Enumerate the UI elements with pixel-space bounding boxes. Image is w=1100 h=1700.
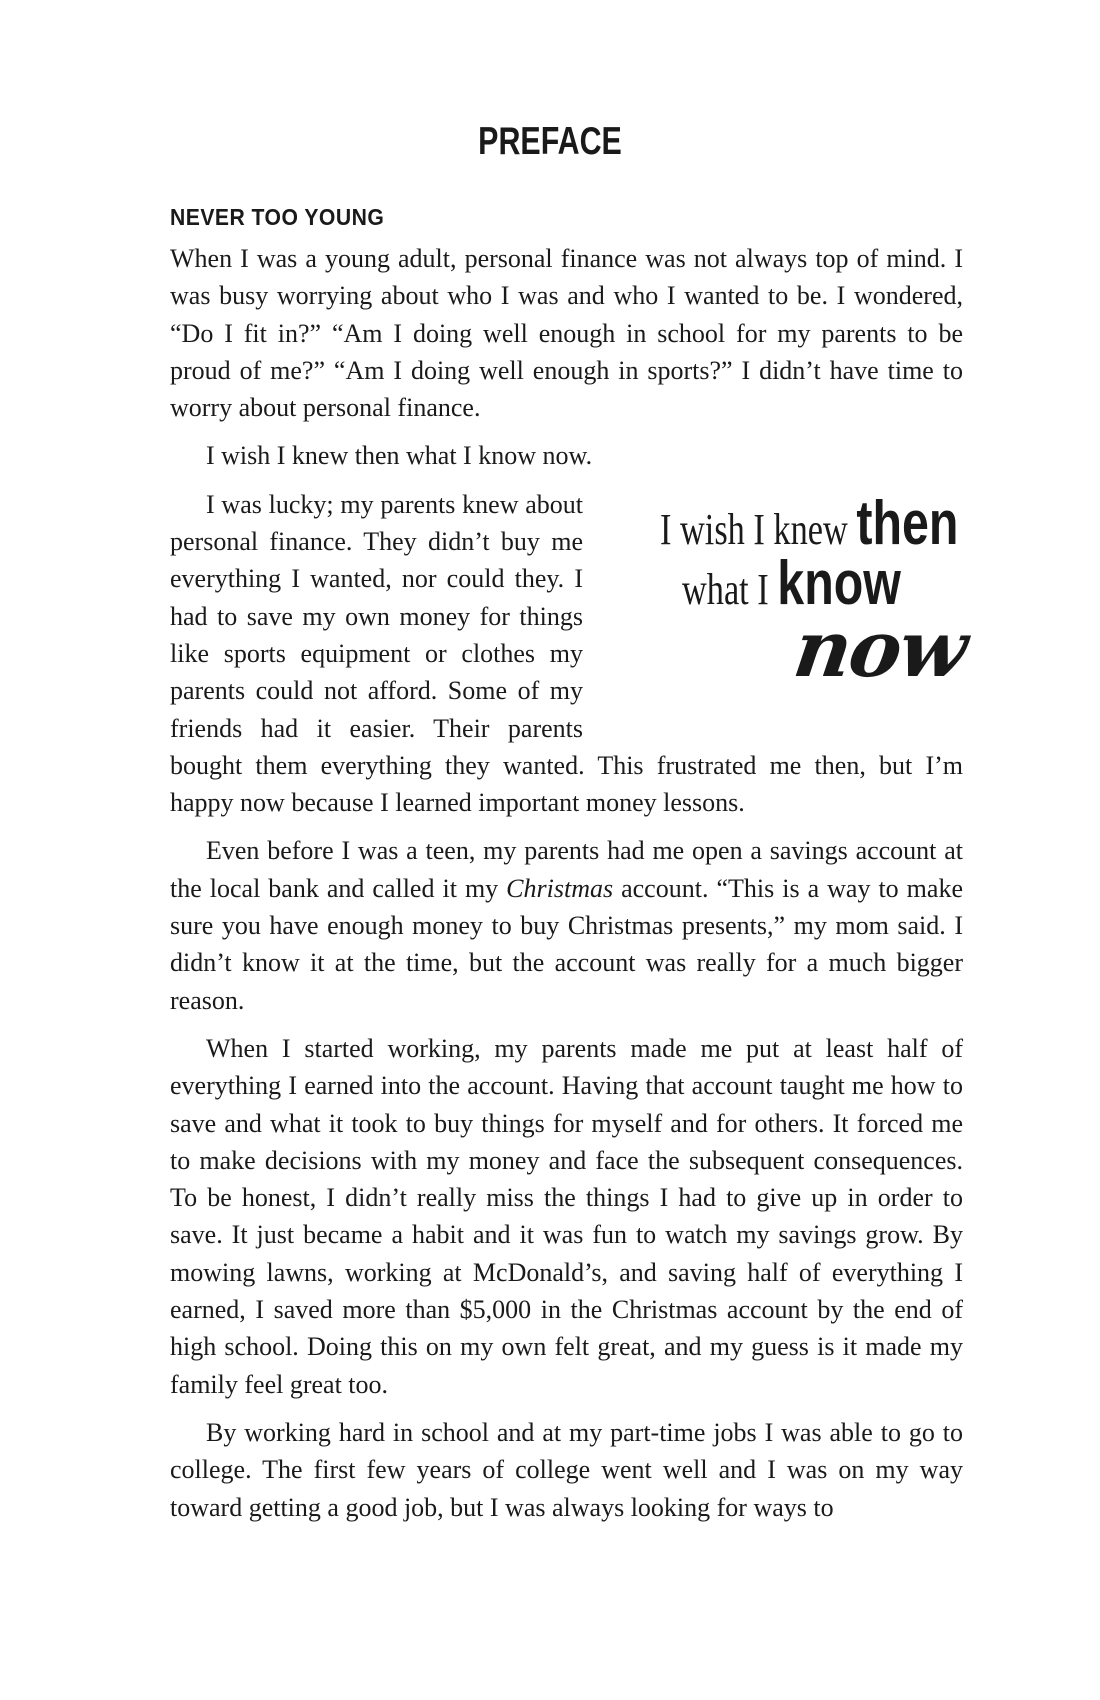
paragraph-5: When I started working, my parents made me put at least half of everything I earned into the account. Having that account taught me how to save and what it took to buy things for myself and for others. It forced me to make decisions with my money and face the subsequent consequences. To be honest, I didn’t really miss the things I had to give up in order to save. It just became a habit and it was fun to watch my savings grow. By mowing lawns, working at McDonald’s, and saving half of everything I earned, I saved more than $5,000 in the Christmas account by the end of high school. Doing this on my own felt great, and my guess is it made my family feel great too. [170,1033,963,1399]
pullquote-word-then: then [856,489,959,558]
pullquote-word-know: know [777,549,901,618]
pullquote-part-1: I wish I knew [660,505,857,554]
section-heading: NEVER TOO YOUNG [170,204,385,230]
paragraph-1: When I was a young adult, personal finance was not always top of mind. I was busy worrying about who I was and who I wanted to be. I wondered, “Do I fit in?” “Am I doing well enough in school for my parents to be proud of me?” “Am I doing well enough in sports?” I didn’t have time to worry about personal finance. [170,244,963,423]
paragraph-2: I wish I knew then what I know now. [206,441,593,471]
pullquote-word-now: now [788,604,972,695]
pullquote [660,488,1020,695]
chapter-title: PREFACE [478,120,622,163]
paragraph-4-start: Even before I was a teen, my parents had me open a savings account at the local bank and called it my [170,836,963,903]
paragraph-4 [170,832,963,1018]
body-text-block-1 [170,240,963,1526]
pullquote-part-3: what I [682,565,778,614]
paragraph-3: I was lucky; my parents knew about personal finance. They didn’t buy me everything I wanted, nor could they. I had to save my own money for things like sports equipment or clothes my parents could not afford. Some of my friends had it easier. Their parents bought them everything they wanted. This frustrated me then, but I’m happy now because I learned important money lessons. [170,489,963,818]
paragraph-4-italic: Christmas [506,873,614,903]
paragraph-4-end: account. “This is a way to make sure you have enough money to buy Christmas presents,” my mom said. I didn’t know it at the time, but the account was really for a much bigger reason. [170,873,963,1015]
paragraph-6: By working hard in school and at my part-time jobs I was able to go to college. The first few years of college went well and I was on my way toward getting a good job, but I was always looking for ways to [170,1417,963,1522]
